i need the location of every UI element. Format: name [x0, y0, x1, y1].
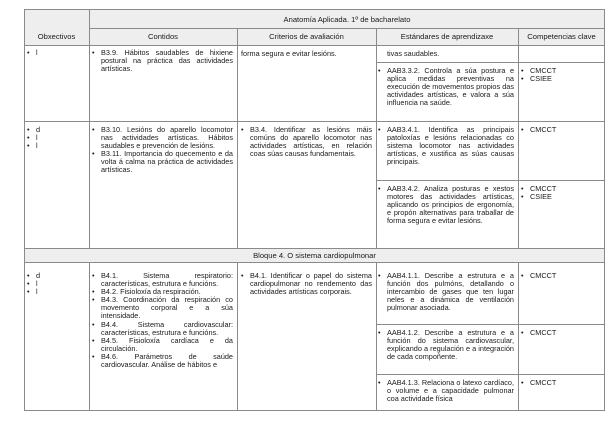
competencia-item: CMCCT: [530, 378, 557, 387]
col-divider-1a: [89, 9, 90, 248]
header-contidos: Contidos: [148, 32, 178, 41]
estandar-item: AAB4.1.3. Relaciona o latexo cardíaco, o volume e a capacidade pulmonar coa actividade física: [387, 378, 514, 404]
row-divider-2: [24, 248, 605, 249]
title-divider: [89, 28, 605, 29]
obxectivo-item: d: [36, 125, 41, 134]
row3-criterios: • B4.1. Identificar o papel do sistema cardiopulmonar no rendemento das actividades artísticas corporais.: [241, 271, 372, 297]
std-divider-3: [376, 324, 605, 325]
competencia-item: CSIEE: [530, 74, 552, 84]
row3-contidos: • B4.1. Sistema respiratorio: características, estrutura e funcións. • B4.2. Fisioloxía da respiración. • B4.3. Coordinación da respiración co movemento corporal e a súa intensidade. • B4.4. Sistema cardiovascular: características, estrutura e funcións. • B4.5. Fisioloxía cardíaca e da circulación. • B4.6. Parámetros de saúde cardiovascular. Análise de hábitos e: [92, 271, 233, 370]
row3-estandar-3: • AAB4.1.3. Relaciona o latexo cardíaco, o volume e a capacidade pulmonar coa actividade física: [378, 378, 514, 404]
header-estandares: Estándares de aprendizaxe: [400, 32, 494, 41]
contido-item: B3.10. Lesións do aparello locomotor nas actividades artísticas. Hábitos saudables e prevención de lesións.: [101, 125, 233, 151]
estandar-item: AAB3.4.2. Analiza posturas e xestos motores das actividades artísticas, aplicando os principios de ergonomía, e propón alternativas para traballar de forma segura e evitar lesións.: [387, 184, 514, 226]
row2-criterios: • B3.4. Identificar as lesións máis comúns do aparello locomotor nas actividades artísticas, en relación coas súas causas fundamentais.: [241, 125, 372, 159]
contido-item: B3.11. Importancia do quecemento e da volta á calma na práctica de actividades artísticas.: [101, 149, 233, 175]
competencia-item: CMCCT: [530, 66, 557, 75]
obxectivo-item: d: [36, 271, 41, 280]
obxectivo-item: l: [36, 48, 38, 57]
contido-item: B4.4. Sistema cardiovascular: características, estrutura e funcións.: [101, 319, 233, 337]
competencia-item: CMCCT: [530, 328, 557, 337]
row1-std-continued: tivas saudables.: [387, 49, 440, 58]
obxectivo-item: l: [36, 287, 38, 297]
col-divider-4a: [518, 28, 519, 248]
std-divider-4: [376, 374, 605, 375]
row2-contidos: • B3.10. Lesións do aparello locomotor nas actividades artísticas. Hábitos saudables e prevención de lesións. • B3.11. Importancia do quecemento e da volta á calma na práctica de actividades artísticas.: [92, 125, 233, 175]
competencia-item: CMCCT: [530, 184, 557, 193]
row3-competencias-2: • CMCCT: [521, 329, 601, 337]
row1-criterios: forma segura e evitar lesións.: [241, 49, 337, 58]
col-divider-4b: [518, 262, 519, 411]
row2-obxectivos: • d • l • l: [27, 126, 85, 150]
row3-estandar-2: • AAB4.1.2. Describe a estrutura e a función do sistema cardiovascular, explicando a regulación e a integración de cada compoñente.: [378, 328, 514, 362]
row2-estandar-1: • AAB3.4.1. Identifica as principais patoloxías e lesións relacionadas co sistema locomotor nas actividades artísticas, e xustifica as súas causas principais.: [378, 125, 514, 167]
col-divider-2a: [237, 28, 238, 248]
row2-estandar-2: • AAB3.4.2. Analiza posturas e xestos motores das actividades artísticas, aplicando os principios de ergonomía, e propón alternativas para traballar de forma segura e evitar lesións.: [378, 184, 514, 226]
estandar-item: AAB3.3.2. Controla a súa postura e aplica medidas preventivas na execución de movementos propios das actividades artísticas, e valora a súa influencia na saúde.: [387, 66, 514, 108]
row1-contidos: • B3.9. Hábitos saudables de hixiene postural na práctica das actividades artísticas.: [92, 48, 233, 74]
competencia-item: CMCCT: [530, 271, 557, 280]
obxectivo-item: l: [36, 141, 38, 151]
std-divider-2: [376, 180, 605, 181]
obxectivo-item: l: [36, 279, 38, 289]
criterio-item: B4.1. Identificar o papel do sistema cardiopulmonar no rendemento das actividades artísticas corporais.: [250, 271, 372, 297]
col-divider-1b: [89, 262, 90, 411]
competencia-item: CSIEE: [530, 192, 552, 202]
table-title: Anatomía Aplicada. 1º de bacharelato: [283, 15, 411, 24]
header-competencias: Competencias clave: [527, 32, 596, 41]
contido-item: B4.5. Fisioloxía cardíaca e da circulación.: [101, 335, 233, 353]
row1-obxectivos: • l: [27, 49, 85, 57]
std-divider-1: [376, 62, 605, 63]
col-divider-3a: [376, 28, 377, 248]
row1-estandar: • AAB3.3.2. Controla a súa postura e aplica medidas preventivas na execución de movementos propios das actividades artísticas, e valora a súa influencia na saúde.: [378, 66, 514, 108]
row3-competencias-1: • CMCCT: [521, 272, 601, 280]
estandar-item: AAB3.4.1. Identifica as principais patoloxías e lesións relacionadas co sistema locomotor nas actividades artísticas, e xustifica as súas causas principais.: [387, 125, 514, 167]
col-divider-3b: [376, 262, 377, 411]
contido-item: B4.1. Sistema respiratorio: características, estrutura e funcións.: [101, 271, 233, 289]
row3-obxectivos: • d • l • l: [27, 272, 85, 296]
header-criterios: Criterios de avaliación: [269, 32, 344, 41]
contido-item: B4.3. Coordinación da respiración co movemento corporal e a súa intensidade.: [101, 295, 233, 321]
contido-item: B4.2. Fisioloxía da respiración.: [101, 287, 201, 297]
competencia-item: CMCCT: [530, 125, 557, 134]
row3-estandar-1: • AAB4.1.1. Describe a estrutura e a función dos pulmóns, detallando o intercambio de gases que ten lugar neles e a dinámica de ventilación pulmonar asociada.: [378, 271, 514, 313]
header-obxectivos: Obxectivos: [37, 32, 76, 41]
criterio-item: B3.4. Identificar as lesións máis comúns do aparello locomotor nas actividades artísticas, en relación coas súas causas fundamentais.: [250, 125, 372, 159]
row2-competencias-2: • CMCCT • CSIEE: [521, 185, 601, 201]
obxectivo-item: l: [36, 133, 38, 143]
row1-competencias: • CMCCT • CSIEE: [521, 67, 601, 83]
block-4-title: Bloque 4. O sistema cardiopulmonar: [253, 251, 376, 260]
contido-item: B4.6. Parámetros de saúde cardiovascular. Análise de hábitos e: [101, 351, 233, 370]
row2-competencias-1: • CMCCT: [521, 126, 601, 134]
row3-competencias-3: • CMCCT: [521, 379, 601, 387]
contido-item: B3.9. Hábitos saudables de hixiene postural na práctica das actividades artísticas.: [101, 48, 233, 74]
estandar-item: AAB4.1.2. Describe a estrutura e a función do sistema cardiovascular, explicando a regulación e a integración de cada compoñente.: [387, 328, 514, 362]
col-divider-2b: [237, 262, 238, 411]
estandar-item: AAB4.1.1. Describe a estrutura e a función dos pulmóns, detallando o intercambio de gases que ten lugar neles e a dinámica de ventilación pulmonar asociada.: [387, 271, 514, 313]
